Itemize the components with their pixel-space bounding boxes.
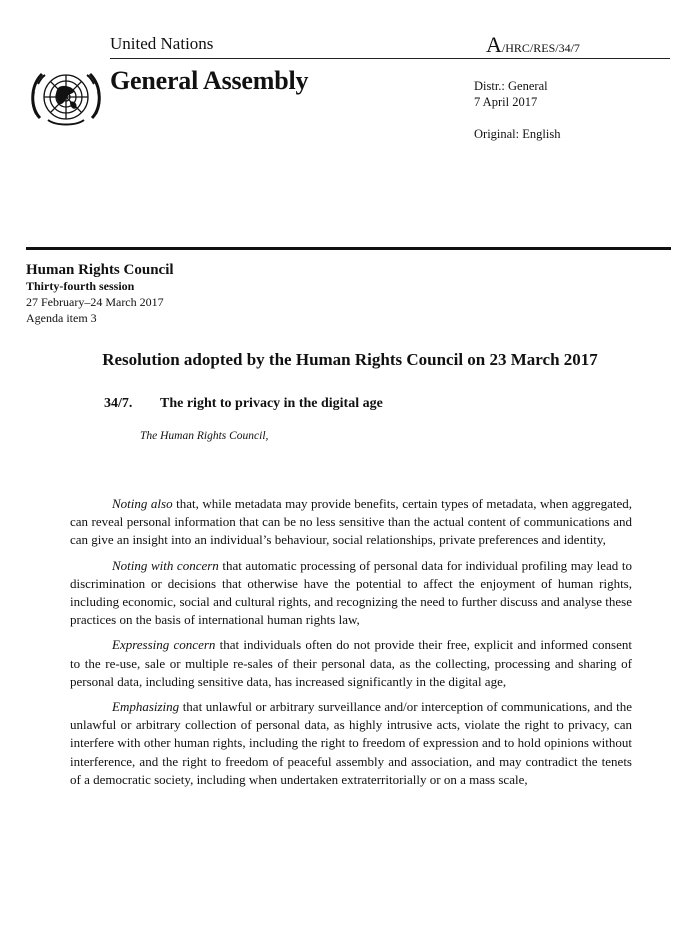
distribution-label: Distr.: General <box>474 79 548 93</box>
paragraph-text: that unlawful or arbitrary surveillance and/or interception of communications, and the unlawful or arbitrary collection of personal data, as highly intrusive acts, violate the right to privacy, can interfere with other human rights, including the right to freedom of expression and to hold opinions without interference, and the right to freedom of peaceful assembly and association, and may contradict the tenets of a democratic society, including when undertaken extraterritorially or on a mass scale, <box>70 699 632 787</box>
preamble-paragraph <box>70 698 632 789</box>
resolution-name: The right to privacy in the digital age <box>160 396 383 411</box>
issue-date: 7 April 2017 <box>474 95 538 109</box>
resolution-number: 34/7. <box>104 396 133 411</box>
preamble-opening: The Human Rights Council, <box>140 430 269 442</box>
agenda-item: Agenda item 3 <box>26 311 97 325</box>
session-dates: 27 February–24 March 2017 <box>26 295 164 309</box>
assembly-title: General Assembly <box>110 66 309 95</box>
session-label: Thirty-fourth session <box>26 279 135 293</box>
paragraph-lead: Noting also <box>112 496 173 511</box>
distribution-block <box>474 78 560 142</box>
paragraph-lead: Emphasizing <box>112 699 180 715</box>
paragraph-text: that automatic processing of personal data for individual profiling may lead to discrimination or decisions that otherwise have the potential to affect the enjoyment of human rights, including economic, social and cultural rights, and recognizing the need to further discuss and analyse these practices on the basis of international human rights law, <box>70 557 632 628</box>
header-rule <box>110 58 670 59</box>
section-rule <box>26 247 671 250</box>
org-name: United Nations <box>110 34 214 53</box>
distribution-spacer <box>474 110 560 126</box>
un-emblem-icon <box>28 64 104 128</box>
paragraph-text: that individuals often do not provide their free, explicit and informed consent to the re-use, sale or multiple re-sales of their personal data, as the collecting, processing and sharing of personal data, including sensitive data, has increased significantly in the digital age, <box>70 637 632 689</box>
preamble-paragraph <box>70 557 632 630</box>
paragraph-lead: Expressing concern <box>112 637 216 653</box>
resolution-title: Resolution adopted by the Human Rights Council on 23 March 2017 <box>102 350 598 369</box>
paragraph-lead: Noting with concern <box>112 557 219 573</box>
preamble-paragraph <box>70 636 632 691</box>
original-language: Original: English <box>474 127 561 141</box>
council-block <box>26 262 174 326</box>
document-symbol <box>486 32 580 58</box>
paragraph-text: that, while metadata may provide benefits, certain types of metadata, when aggregated, can reveal personal information that can be no less sensitive than the actual content of communications and can give an insight into an individual’s behaviour, social relationships, private preferences and identity, <box>70 496 632 548</box>
preamble-paragraphs <box>70 495 632 796</box>
document-symbol-prefix: A <box>486 32 502 57</box>
council-name: Human Rights Council <box>26 262 174 278</box>
preamble-paragraph <box>70 495 632 550</box>
document-symbol-rest: /HRC/RES/34/7 <box>501 41 580 55</box>
